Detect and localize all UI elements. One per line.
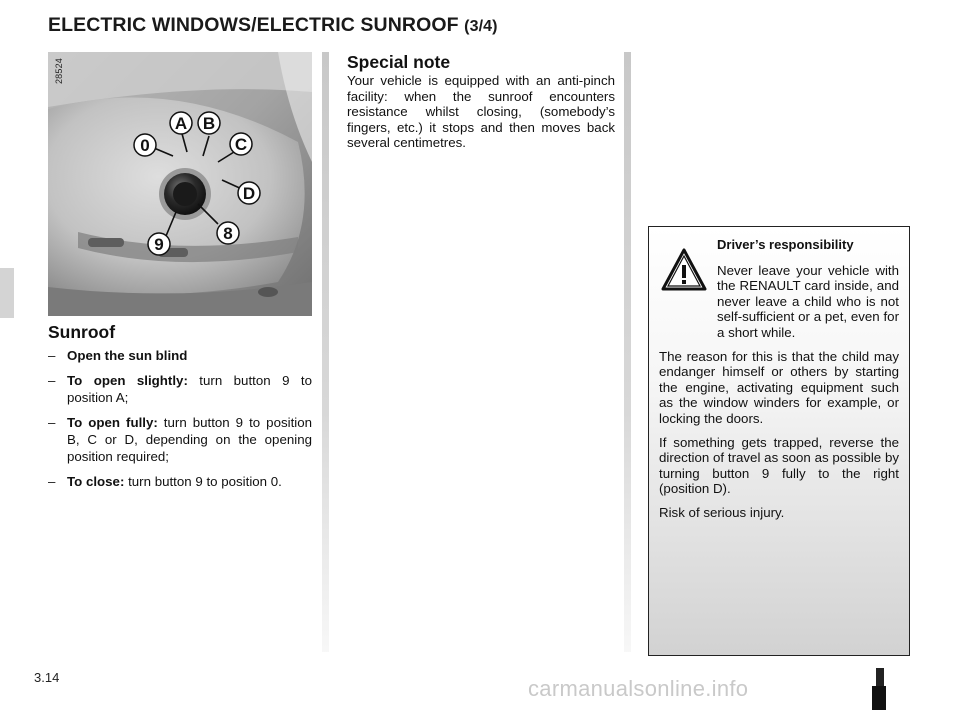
figure-reference-number: 28524 [54,58,64,85]
list-item: – To close: turn button 9 to position 0. [48,474,282,489]
list-item: – To open slightly: turn button 9 to position A; [48,373,312,405]
callout-8-label: 8 [223,224,233,243]
special-note-text: Your vehicle is equipped with an anti-pinch facility: when the sunroof encounters resistance whilst closing, (somebody’s fingers, etc.) it stops and then moves back several centimetres. [347,73,615,151]
warning-paragraph-2: The reason for this is that the child may endanger himself or others by starting the engine, activating equipment such as the window winders for example, or locking the doors. [659,348,899,426]
sunroof-steps-list [48,347,312,498]
binding-mark [876,668,884,688]
warning-triangle-icon [661,247,707,293]
warning-title: Driver’s responsibility [717,237,854,252]
column-divider-left [322,52,329,652]
warning-paragraph-1: Never leave your vehicle with the RENAULT card inside, and never leave a child who is not self-sufficient or a pet, even for a short while. [717,262,899,340]
special-note-heading: Special note [347,52,451,72]
warning-paragraph-4: Risk of serious injury. [659,504,785,520]
binding-mark-base [872,686,886,710]
column-divider-right [624,52,631,652]
list-item: – Open the sun blind [48,348,188,363]
callout-c-label: C [234,135,248,154]
warning-paragraph-3: If something gets trapped, reverse the direction of travel as soon as possible by turning button 9 fully to the right (position D). [659,434,899,497]
callout-d-label: D [242,184,256,203]
callout-9-label: 9 [154,235,164,254]
page-number: 3.14 [34,670,60,685]
page-title: ELECTRIC WINDOWS/ELECTRIC SUNROOF (3/4) [48,14,498,36]
sunroof-control-illustration [48,52,312,316]
sunroof-control-photo [48,52,312,316]
callout-a-label: A [174,114,188,133]
section-tab [0,268,14,318]
drivers-responsibility-warning [648,226,910,656]
callout-b-label: B [202,114,216,133]
sunroof-heading: Sunroof [48,322,116,342]
list-item: – To open fully: turn button 9 to position B, C or D, depending on the opening position required; [48,415,313,464]
callout-0-label: 0 [140,136,150,155]
watermark: carmanualsonline.info [528,676,749,701]
